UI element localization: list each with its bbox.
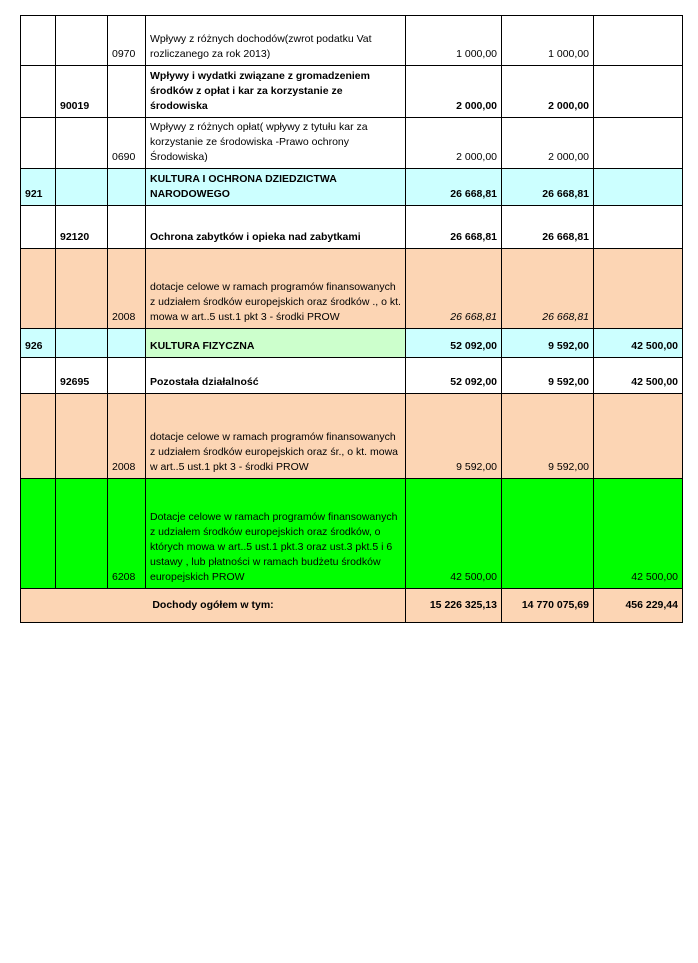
amount-total-cell: 2 000,00 xyxy=(406,118,502,169)
paragraf-cell: 0970 xyxy=(108,16,146,66)
rozdzial-cell: 90019 xyxy=(56,66,108,118)
amount-total-cell: 2 000,00 xyxy=(406,66,502,118)
rozdzial-cell: 92120 xyxy=(56,206,108,249)
dzial-cell xyxy=(21,479,56,589)
table-row xyxy=(21,329,683,358)
table-row xyxy=(21,169,683,206)
paragraf-cell xyxy=(108,66,146,118)
table-row xyxy=(21,206,683,249)
dzial-cell xyxy=(21,66,56,118)
amount-property-cell xyxy=(594,169,683,206)
amount-current-cell: 26 668,81 xyxy=(502,169,594,206)
total-current-cell: 14 770 075,69 xyxy=(502,589,594,623)
rozdzial-cell xyxy=(56,329,108,358)
total-label: Dochody ogółem w tym: xyxy=(21,589,406,623)
amount-property-cell: 42 500,00 xyxy=(594,358,683,394)
dzial-cell: 926 xyxy=(21,329,56,358)
paragraf-cell xyxy=(108,329,146,358)
amount-property-cell xyxy=(594,16,683,66)
amount-total-cell: 9 592,00 xyxy=(406,394,502,479)
description-cell: Wpływy i wydatki związane z gromadzeniem środków z opłat i kar za korzystanie ze środowiska xyxy=(146,66,406,118)
paragraf-cell: 2008 xyxy=(108,249,146,329)
amount-property-cell xyxy=(594,249,683,329)
paragraf-cell: 2008 xyxy=(108,394,146,479)
description-cell: Wpływy z różnych dochodów(zwrot podatku Vat rozliczanego za rok 2013) xyxy=(146,16,406,66)
paragraf-cell xyxy=(108,169,146,206)
amount-current-cell: 9 592,00 xyxy=(502,394,594,479)
amount-total-cell: 26 668,81 xyxy=(406,249,502,329)
description-cell: dotacje celowe w ramach programów finansowanych z udziałem środków europejskich oraz śr., o kt. mowa w art..5 ust.1 pkt 3 - środki PROW xyxy=(146,394,406,479)
description-cell: Wpływy z różnych opłat( wpływy z tytułu kar za korzystanie ze środowiska -Prawo ochrony Środowiska) xyxy=(146,118,406,169)
dzial-cell xyxy=(21,206,56,249)
paragraf-cell: 0690 xyxy=(108,118,146,169)
amount-current-cell: 9 592,00 xyxy=(502,329,594,358)
rozdzial-cell xyxy=(56,394,108,479)
amount-current-cell: 9 592,00 xyxy=(502,358,594,394)
table-row xyxy=(21,358,683,394)
description-cell: KULTURA I OCHRONA DZIEDZICTWA NARODOWEGO xyxy=(146,169,406,206)
description-cell: Ochrona zabytków i opieka nad zabytkami xyxy=(146,206,406,249)
amount-current-cell: 1 000,00 xyxy=(502,16,594,66)
total-row xyxy=(21,589,683,623)
rozdzial-cell xyxy=(56,169,108,206)
rozdzial-cell xyxy=(56,118,108,169)
rozdzial-cell xyxy=(56,479,108,589)
rozdzial-cell xyxy=(56,249,108,329)
dzial-cell: 921 xyxy=(21,169,56,206)
dzial-cell xyxy=(21,358,56,394)
amount-property-cell xyxy=(594,66,683,118)
dzial-cell xyxy=(21,249,56,329)
amount-property-cell xyxy=(594,118,683,169)
description-cell: Pozostała działalność xyxy=(146,358,406,394)
amount-total-cell: 52 092,00 xyxy=(406,329,502,358)
paragraf-cell xyxy=(108,206,146,249)
amount-total-cell: 52 092,00 xyxy=(406,358,502,394)
dzial-cell xyxy=(21,394,56,479)
amount-total-cell: 26 668,81 xyxy=(406,169,502,206)
table-row xyxy=(21,394,683,479)
amount-current-cell: 2 000,00 xyxy=(502,118,594,169)
description-cell: Dotacje celowe w ramach programów finansowanych z udziałem środków europejskich oraz środków, o których mowa w art..5 ust.1 pkt.3 oraz ust.3 pkt.5 i 6 ustawy , lub płatności w ramach budżetu środków europejskich PROW xyxy=(146,479,406,589)
table-row xyxy=(21,249,683,329)
amount-property-cell: 42 500,00 xyxy=(594,329,683,358)
amount-current-cell: 2 000,00 xyxy=(502,66,594,118)
amount-current-cell: 26 668,81 xyxy=(502,249,594,329)
amount-current-cell xyxy=(502,479,594,589)
rozdzial-cell xyxy=(56,16,108,66)
amount-total-cell: 26 668,81 xyxy=(406,206,502,249)
budget-table xyxy=(20,15,683,623)
amount-total-cell: 1 000,00 xyxy=(406,16,502,66)
table-row xyxy=(21,118,683,169)
amount-property-cell: 42 500,00 xyxy=(594,479,683,589)
amount-total-cell: 42 500,00 xyxy=(406,479,502,589)
description-cell: KULTURA FIZYCZNA xyxy=(146,329,406,358)
total-property-cell: 456 229,44 xyxy=(594,589,683,623)
paragraf-cell: 6208 xyxy=(108,479,146,589)
amount-property-cell xyxy=(594,394,683,479)
total-amount-cell: 15 226 325,13 xyxy=(406,589,502,623)
table-row xyxy=(21,16,683,66)
rozdzial-cell: 92695 xyxy=(56,358,108,394)
amount-current-cell: 26 668,81 xyxy=(502,206,594,249)
dzial-cell xyxy=(21,16,56,66)
dzial-cell xyxy=(21,118,56,169)
table-row xyxy=(21,479,683,589)
table-row xyxy=(21,66,683,118)
description-cell: dotacje celowe w ramach programów finansowanych z udziałem środków europejskich oraz środków ., o kt. mowa w art..5 ust.1 pkt 3 - środki PROW xyxy=(146,249,406,329)
amount-property-cell xyxy=(594,206,683,249)
paragraf-cell xyxy=(108,358,146,394)
